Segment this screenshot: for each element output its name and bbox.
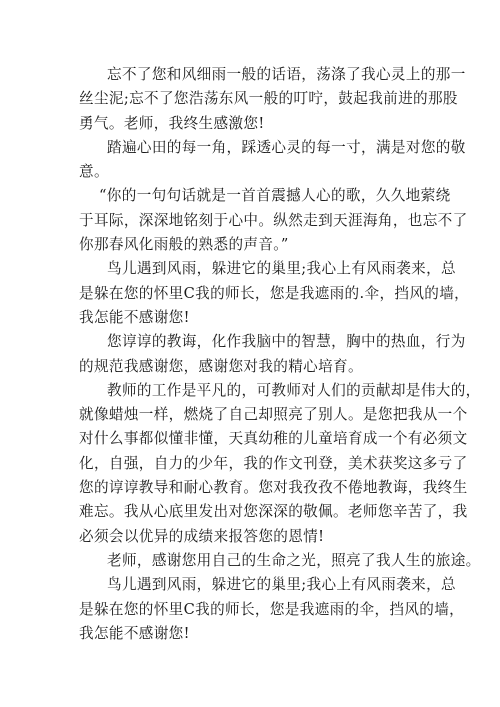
paragraph	[79, 549, 481, 573]
text-line: 忘不了您和风细雨一般的话语，荡涤了我心灵上的那一	[107, 66, 466, 83]
text-line: 对什么事都似懂非懂，天真幼稚的儿童培育成一个有必须文	[79, 430, 468, 448]
paragraph	[79, 136, 466, 185]
text-line: 您谆谆的教诲，化作我脑中的智慧，胸中的热血，行为	[107, 333, 466, 351]
text-line: 您的谆谆教导和耐心教育。您对我孜孜不倦地教诲，我终生	[79, 479, 468, 497]
text-line: 化，自强，自力的少年，我的作文刊登，美术获奖这多亏了	[79, 454, 468, 472]
text-line: 鸟儿遇到风雨，躲进它的巢里;我心上有风雨袭来，总	[107, 576, 456, 594]
text-line: 是躲在您的怀里C我的师长，您是我遮雨的.伞，挡风的墙，	[79, 284, 470, 302]
text-line: 就像蜡烛一样，燃烧了自己却照亮了别人。是您把我从一个	[79, 406, 468, 424]
paragraph	[79, 184, 468, 257]
text-line: 难忘。我从心底里发出对您深深的敬佩。老师您辛苦了，我	[79, 503, 468, 521]
document-body	[79, 63, 481, 646]
paragraph	[79, 573, 465, 646]
text-line: 于耳际，深深地铭刻于心中。纵然走到天涯海角，也忘不了	[79, 211, 468, 229]
paragraph	[79, 257, 470, 330]
paragraph	[79, 379, 481, 549]
text-line: 你那春风化雨般的熟悉的声音。”	[79, 236, 289, 254]
text-line: 鸟儿遇到风雨，躲进它的巢里;我心上有风雨袭来，总	[107, 260, 456, 278]
text-line: 必须会以优异的成绩来报答您的恩情!	[79, 527, 325, 545]
text-line: 丝尘泥;忘不了您浩荡东风一般的叮咛，鼓起我前进的那股	[79, 90, 458, 108]
text-line: 我怎能不感谢您!	[79, 308, 190, 326]
paragraph	[79, 330, 466, 379]
text-line: 勇气。老师，我终生感激您!	[79, 114, 265, 132]
text-line: “你的一句句话就是一首首震撼人心的歌，久久地萦绕	[99, 187, 451, 205]
text-line: 教师的工作是平凡的，可教师对人们的贡献却是伟大的，	[107, 381, 481, 399]
paragraph	[79, 63, 466, 136]
text-line: 是躲在您的怀里C我的师长，您是我遮雨的伞，挡风的墙，	[79, 600, 465, 618]
text-line: 我怎能不感谢您!	[79, 624, 190, 642]
text-line: 的规范我感谢您，感谢您对我的精心培育。	[79, 357, 363, 375]
text-line: 老师，感谢您用自己的生命之光，照亮了我人生的旅途。	[107, 551, 481, 569]
text-line: 意。	[79, 163, 109, 181]
text-line: 踏遍心田的每一角，踩透心灵的每一寸，满是对您的敬	[107, 138, 466, 156]
